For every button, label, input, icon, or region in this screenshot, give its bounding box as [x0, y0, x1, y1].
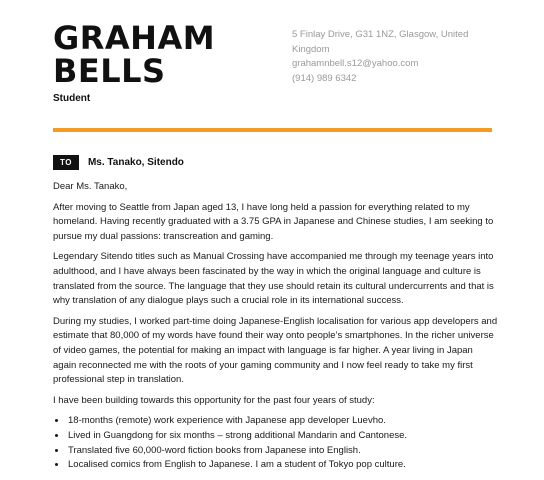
address-line2: Kingdom [292, 43, 330, 55]
phone-number: (914) 989 6342 [292, 72, 357, 84]
paragraph-experience: During my studies, I worked part-time doing Japanese-English localisation for various app developers and estimate that 80,000 of my words have found their way onto people’s smartphones. In the richer universe of video games, the potential for making an impact with language is far higher. A year living in Japan again reconnected me with the roots of your gaming community and I now feel ready to take my first professional step in translation. [53, 315, 498, 386]
paragraph-lead-in: I have been building towards this opportunity for the past four years of study: [53, 394, 375, 406]
recipient-row [53, 155, 184, 170]
list-item: • Translated five 60,000-word fiction books from Japanese into English. [67, 444, 498, 459]
greeting: Dear Ms. Tanako, [53, 181, 128, 192]
applicant-name-line2: BELLS [53, 52, 166, 90]
email-address: grahamnbell.s12@yahoo.com [292, 58, 419, 69]
list-item: • Lived in Guangdong for six months – strong additional Mandarin and Cantonese. [67, 429, 498, 444]
applicant-name-line1: GRAHAM [53, 19, 216, 57]
letter-body [53, 180, 498, 473]
list-item: • 18-months (remote) work experience with Japanese app developer Luevho. [67, 414, 498, 429]
contact-block [292, 28, 492, 86]
applicant-role: Student [53, 93, 91, 104]
applicant-name [53, 19, 216, 90]
paragraph-intro: After moving to Seattle from Japan aged 13, I have long held a passion for everything related to my homeland. Having recently graduated with a 3.75 GPA in Japanese and Chinese studies, I am seeking to pursue my dual passions: transcreation and gaming. [53, 201, 494, 242]
to-badge: TO [53, 155, 79, 170]
list-item: • Localised comics from English to Japanese. I am a student of Tokyo pop culture. [67, 458, 498, 473]
achievements-list [53, 414, 498, 472]
accent-divider [53, 128, 492, 132]
paragraph-motivation: Legendary Sitendo titles such as Manual Crossing have accompanied me through my teenage years into adulthood, and I have always been fascinated by the way in which the original language and culture is translated from the source. The language that they use should retain its cultural undercurrents and that is why translation of any dialogue plays such a crucial role in its international success. [53, 251, 494, 307]
recipient-name: Ms. Tanako, Sitendo [87, 157, 184, 168]
address-line1: 5 Finlay Drive, G31 1NZ, Glasgow, United [292, 29, 469, 40]
